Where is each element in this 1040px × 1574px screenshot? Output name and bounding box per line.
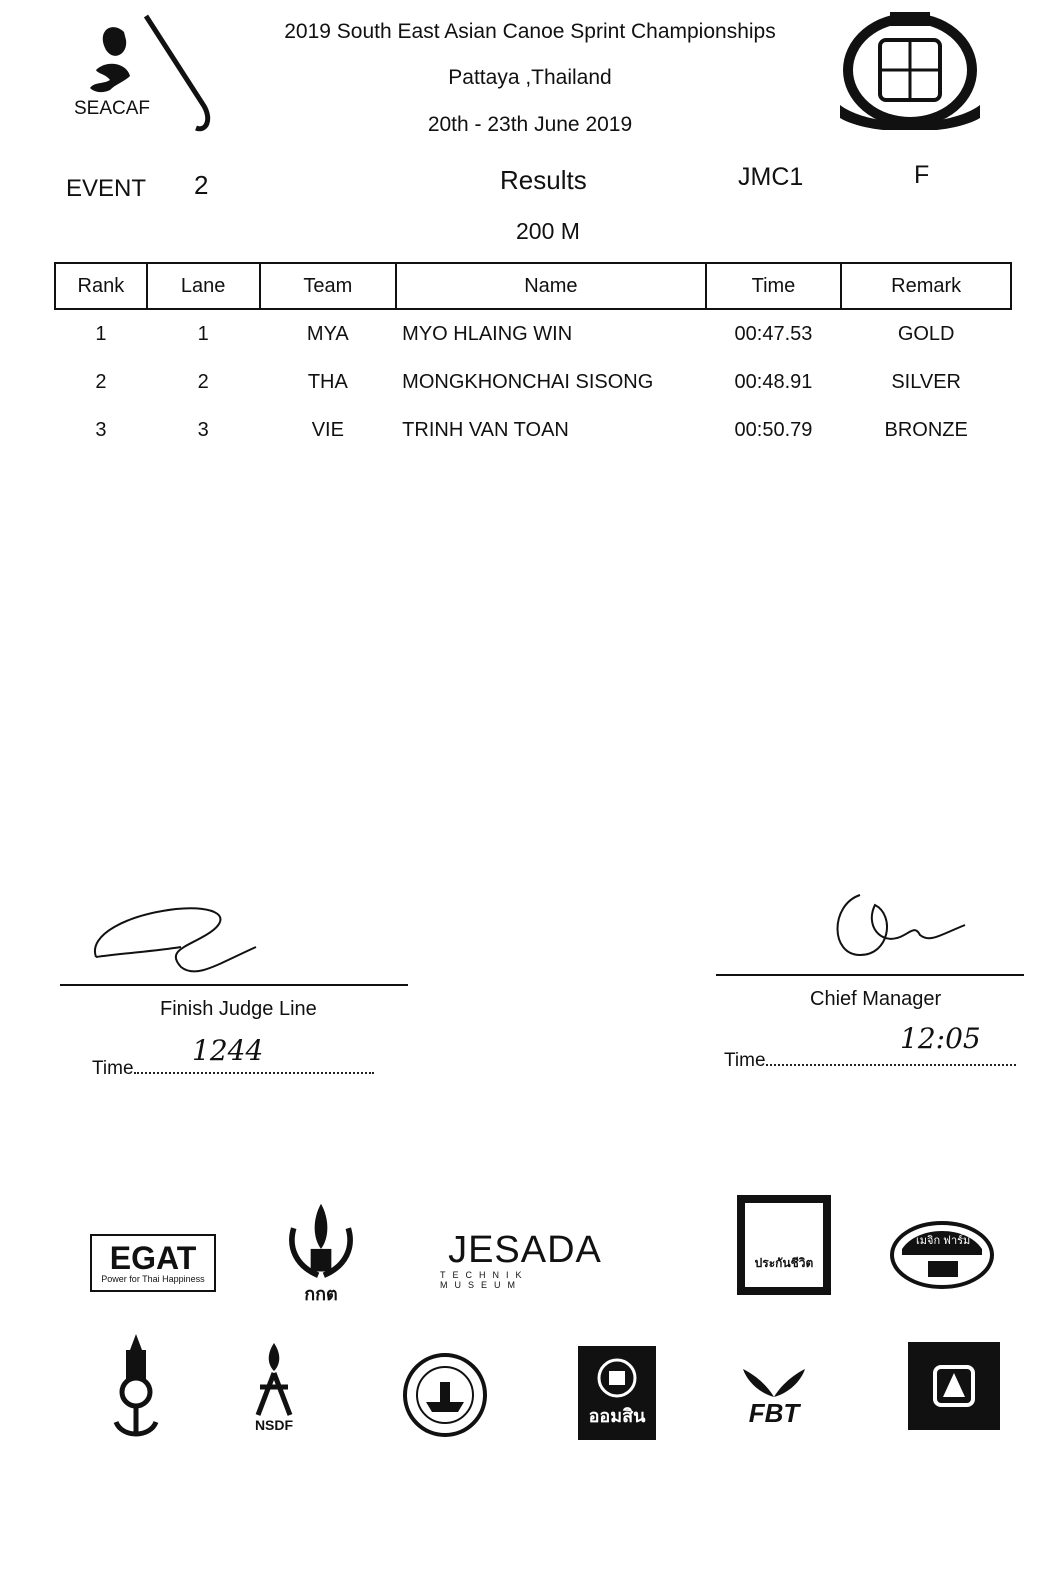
table-row [55,309,1011,358]
finish-judge-label: Finish Judge Line [160,998,317,1020]
column-header-lane: Lane [147,263,260,309]
lane-cell: 3 [197,418,209,441]
seacaf-logo [66,10,226,135]
wreath-emblem-icon [282,1200,360,1279]
round-code: F [914,161,930,189]
torch-figure-icon [244,1341,304,1417]
column-header-name: Name [396,263,705,309]
column-header-team: Team [260,263,397,309]
jesada-logo-text: JESADA [448,1229,602,1271]
time-cell: 00:48.91 [734,370,813,393]
rank-cell: 3 [95,418,107,441]
results-table [54,262,1012,454]
chief-manager-signature-line [716,974,1024,976]
navy-emblem-logo [108,1330,164,1442]
jesada-logo [440,1229,610,1290]
column-header-time: Time [706,263,842,309]
remark-cell: BRONZE [884,418,968,441]
column-header-rank: Rank [55,263,147,309]
event-number: 2 [194,170,209,200]
gsb-aomsin-logo [578,1346,656,1440]
team-cell: MYA [306,322,349,345]
gsb-emblem-icon [592,1355,642,1401]
class-code: JMC1 [738,163,804,191]
results-label: Results [500,165,587,195]
crest-icon [830,10,990,130]
time-cell: 00:50.79 [734,418,813,441]
farm-badge-icon [888,1215,996,1295]
table-row [55,406,1011,454]
jesada-logo-subtext: TECHNIK MUSEUM [440,1270,529,1290]
chief-manager-time-label: Time [724,1050,766,1071]
remark-cell: SILVER [891,370,961,393]
name-cell: MONGKHONCHAI SISONG [402,370,654,393]
event-dates: 20th - 23th June 2019 [427,113,633,136]
magic-farm-logo [888,1215,996,1295]
port-authority-seal [402,1352,488,1438]
fbt-logo-text: FBT [748,1398,800,1428]
remark-cell: GOLD [897,322,955,345]
finish-judge-time-value: 1244 [192,1034,264,1067]
laurel-icon [739,1365,809,1399]
team-cell: VIE [311,418,344,441]
finish-judge-time-label: Time [92,1058,134,1079]
seacaf-logo-text: SEACAF [74,98,151,119]
name-cell: MYO HLAING WIN [402,322,573,345]
finish-judge-signature-line [60,984,408,986]
life-insurance-logo [737,1195,831,1295]
ktt-logo [282,1200,360,1308]
nsdf-logo [236,1332,312,1442]
bank-badge-icon [929,1361,979,1411]
ktb-logo [908,1342,1000,1430]
finish-judge-signature [86,895,266,985]
egat-logo [90,1234,216,1292]
rank-cell: 2 [95,370,107,393]
lane-cell: 1 [197,322,209,345]
chief-manager-signature [820,885,970,965]
distance: 200 M [516,218,580,244]
magic-farm-logo-text: เมจิก ฟาร์ม [916,1235,971,1247]
event-label: EVENT [66,175,147,202]
name-cell: TRINH VAN TOAN [402,418,569,441]
fbt-logo [734,1360,814,1432]
table-header-row [55,263,1011,309]
ship-seal-icon [402,1352,488,1438]
column-header-remark: Remark [841,263,1011,309]
anchor-crown-icon [108,1330,164,1442]
lane-cell: 2 [197,370,209,393]
event-location: Pattaya ,Thailand [448,66,612,89]
rank-cell: 1 [95,322,107,345]
team-cell: THA [307,370,348,393]
gsb-aomsin-logo-text: ออมสิน [588,1406,646,1426]
nsdf-logo-text: NSDF [254,1417,294,1433]
ktt-logo-text: กกต [304,1284,338,1304]
table-row [55,358,1011,406]
championship-title: 2019 South East Asian Canoe Sprint Championships [284,20,776,43]
time-cell: 00:47.53 [734,322,813,345]
egat-logo-text: EGAT [109,1240,197,1276]
chief-manager-time-value: 12:05 [900,1022,981,1055]
thai-crest-emblem [830,10,990,130]
life-insurance-logo-text: ประกันชีวิต [754,1256,814,1270]
egat-tagline: Power for Thai Happiness [101,1274,205,1284]
chief-manager-label: Chief Manager [810,988,942,1010]
